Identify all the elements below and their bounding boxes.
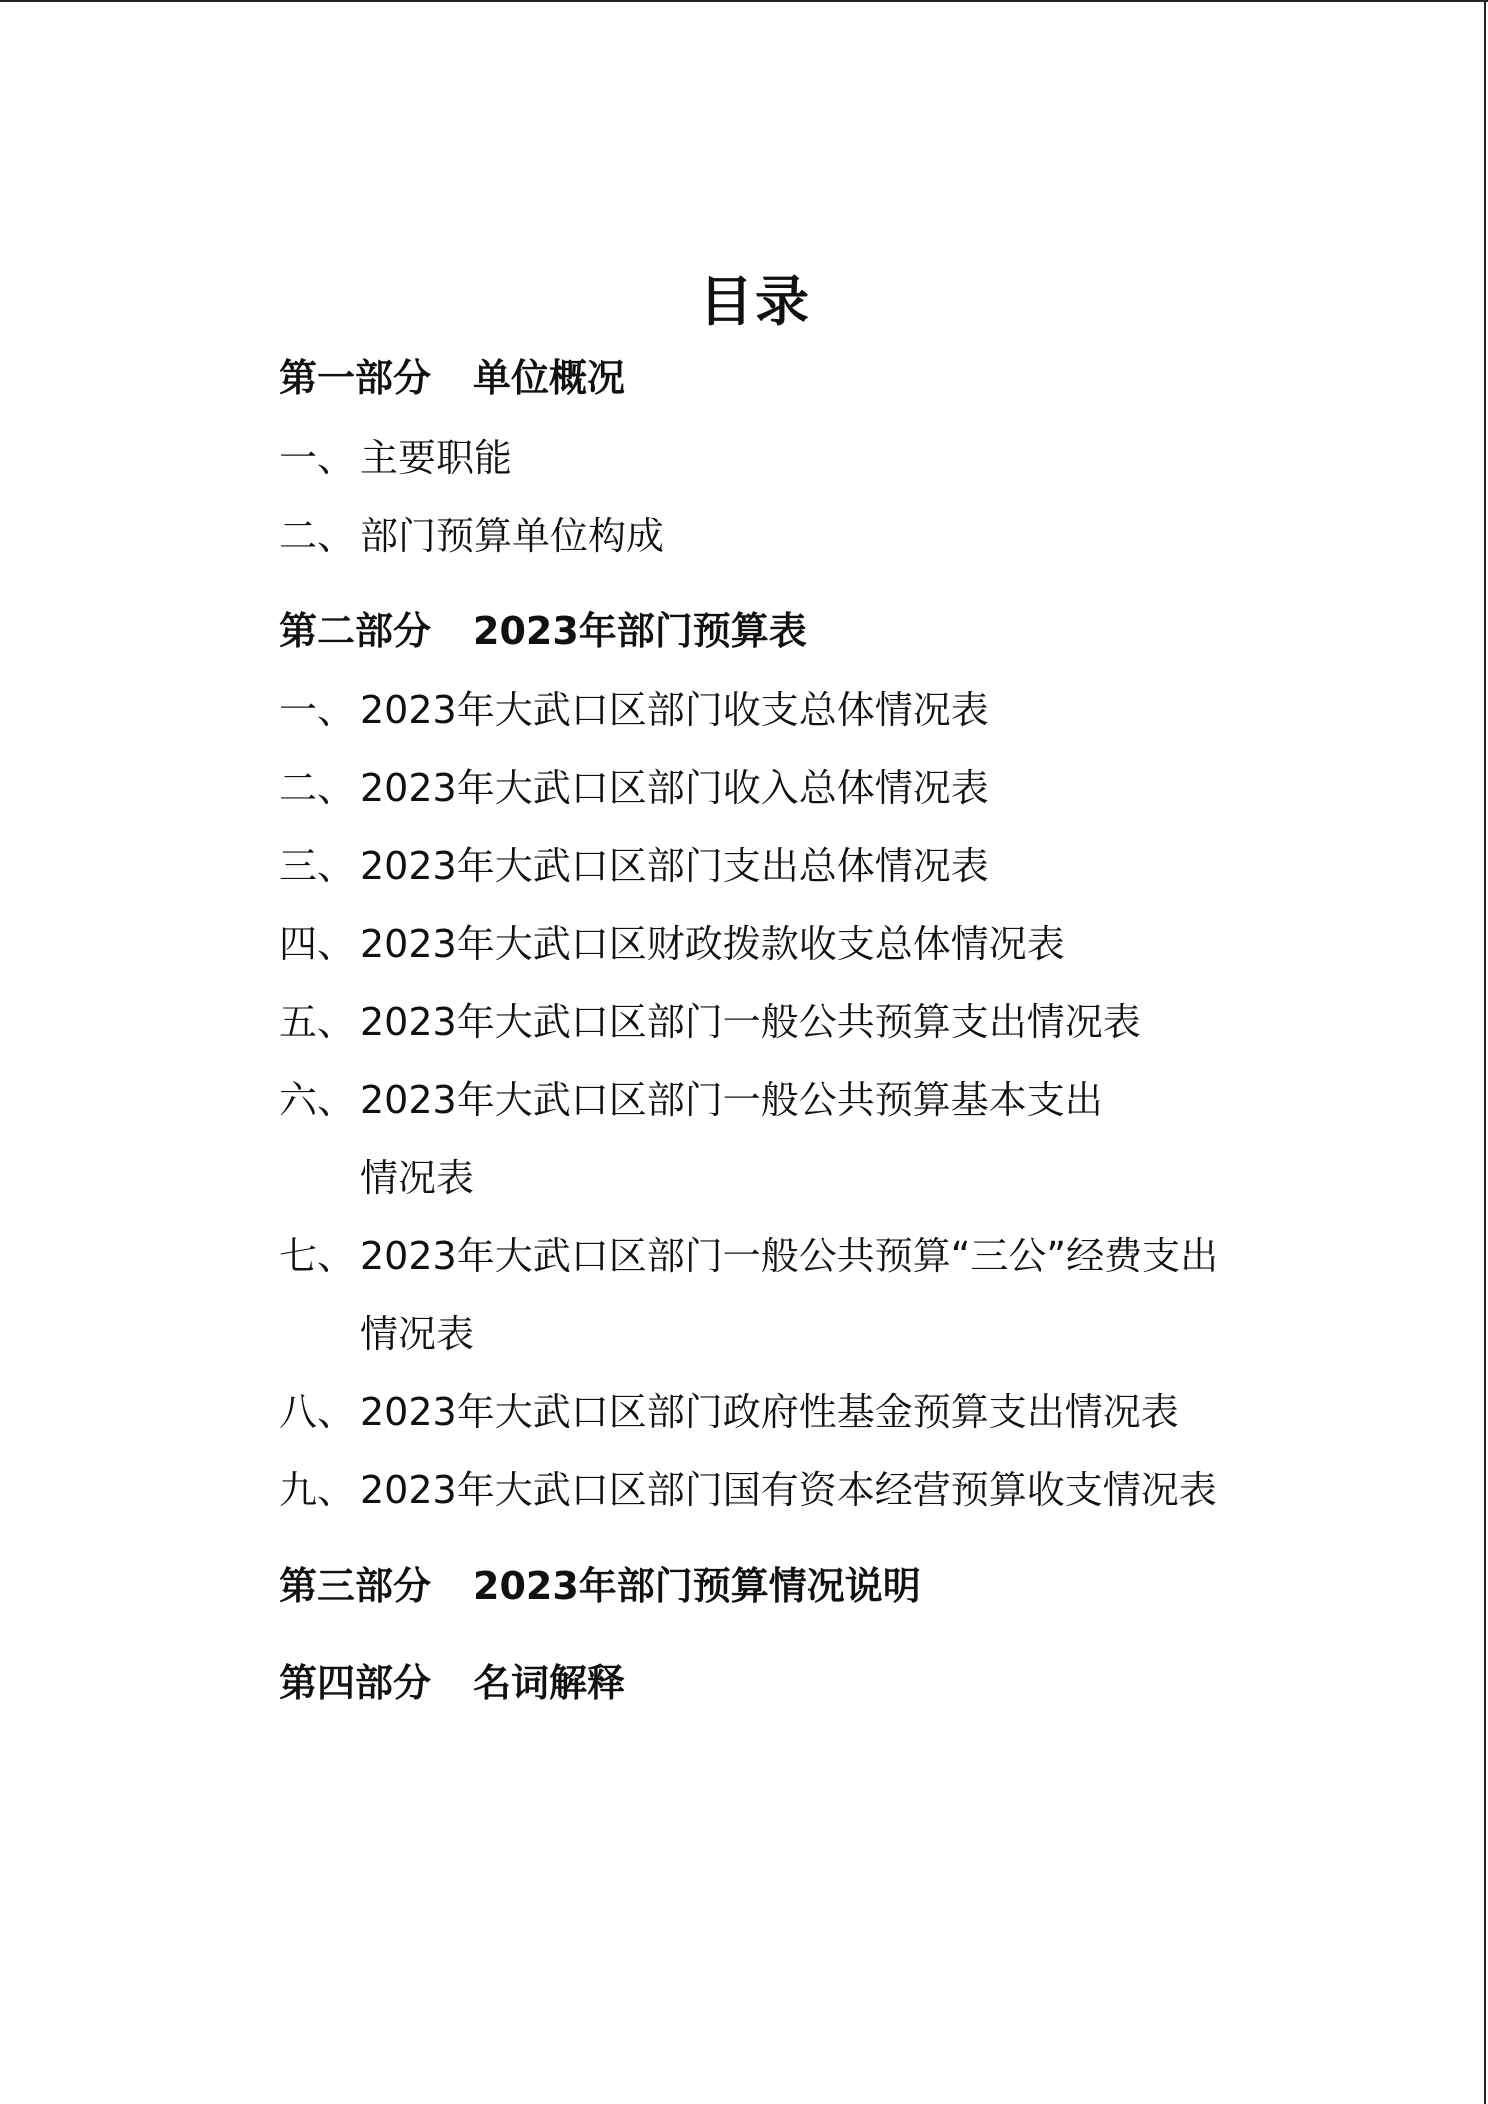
part-title: 单位概况 <box>473 356 626 400</box>
item-text: 2023年大武口区部门一般公共预算支出情况表 <box>360 1000 1141 1044</box>
item-number: 三、 <box>279 844 356 888</box>
toc-part-1-item-2[interactable] <box>279 512 664 560</box>
toc-part-3[interactable] <box>279 1562 921 1610</box>
toc-part-2-item-8[interactable] <box>279 1388 1179 1436</box>
item-number: 六、 <box>279 1078 356 1122</box>
toc-part-2-item-7[interactable] <box>279 1232 1218 1280</box>
toc-part-2-item-6[interactable] <box>279 1076 1103 1124</box>
item-text: 主要职能 <box>360 436 513 480</box>
part-label: 第四部分 <box>279 1661 432 1705</box>
toc-part-2-item-7-continuation[interactable]: 情况表 <box>360 1312 475 1356</box>
toc-part-4[interactable] <box>279 1659 625 1707</box>
toc-part-2-item-5[interactable] <box>279 998 1141 1046</box>
item-text: 部门预算单位构成 <box>360 514 665 558</box>
toc-part-2-item-9[interactable] <box>279 1466 1217 1514</box>
item-number: 七、 <box>279 1234 356 1278</box>
toc-part-2-item-2[interactable] <box>279 764 989 812</box>
item-number: 四、 <box>279 922 356 966</box>
toc-part-1[interactable] <box>279 354 625 402</box>
part-label: 第三部分 <box>279 1564 432 1608</box>
item-text: 2023年大武口区财政拨款收支总体情况表 <box>360 922 1065 966</box>
item-text: 2023年大武口区部门一般公共预算基本支出 <box>360 1078 1103 1122</box>
part-label: 第二部分 <box>279 609 432 653</box>
item-number: 二、 <box>279 766 356 810</box>
toc-part-2-item-4[interactable] <box>279 920 1065 968</box>
item-text: 2023年大武口区部门收入总体情况表 <box>360 766 989 810</box>
item-text: 2023年大武口区部门支出总体情况表 <box>360 844 989 888</box>
toc-part-2-item-1[interactable] <box>279 686 989 734</box>
item-text: 2023年大武口区部门政府性基金预算支出情况表 <box>360 1390 1179 1434</box>
item-text: 2023年大武口区部门国有资本经营预算收支情况表 <box>360 1468 1217 1512</box>
item-number: 一、 <box>279 436 356 480</box>
toc-part-1-item-1[interactable] <box>279 434 512 482</box>
part-title: 名词解释 <box>473 1661 626 1705</box>
item-text: 2023年大武口区部门收支总体情况表 <box>360 688 989 732</box>
item-text: 2023年大武口区部门一般公共预算“三公”经费支出 <box>360 1234 1219 1278</box>
item-number: 九、 <box>279 1468 356 1512</box>
part-title: 2023年部门预算表 <box>473 609 807 653</box>
part-title: 2023年部门预算情况说明 <box>473 1564 921 1608</box>
toc-title: 目录 <box>699 270 811 333</box>
toc-part-2-item-3[interactable] <box>279 842 989 890</box>
toc-part-2[interactable] <box>279 607 807 655</box>
part-label: 第一部分 <box>279 356 432 400</box>
item-number: 一、 <box>279 688 356 732</box>
toc-part-2-item-6-continuation[interactable]: 情况表 <box>360 1156 475 1200</box>
item-number: 二、 <box>279 514 356 558</box>
item-number: 八、 <box>279 1390 356 1434</box>
item-number: 五、 <box>279 1000 356 1044</box>
